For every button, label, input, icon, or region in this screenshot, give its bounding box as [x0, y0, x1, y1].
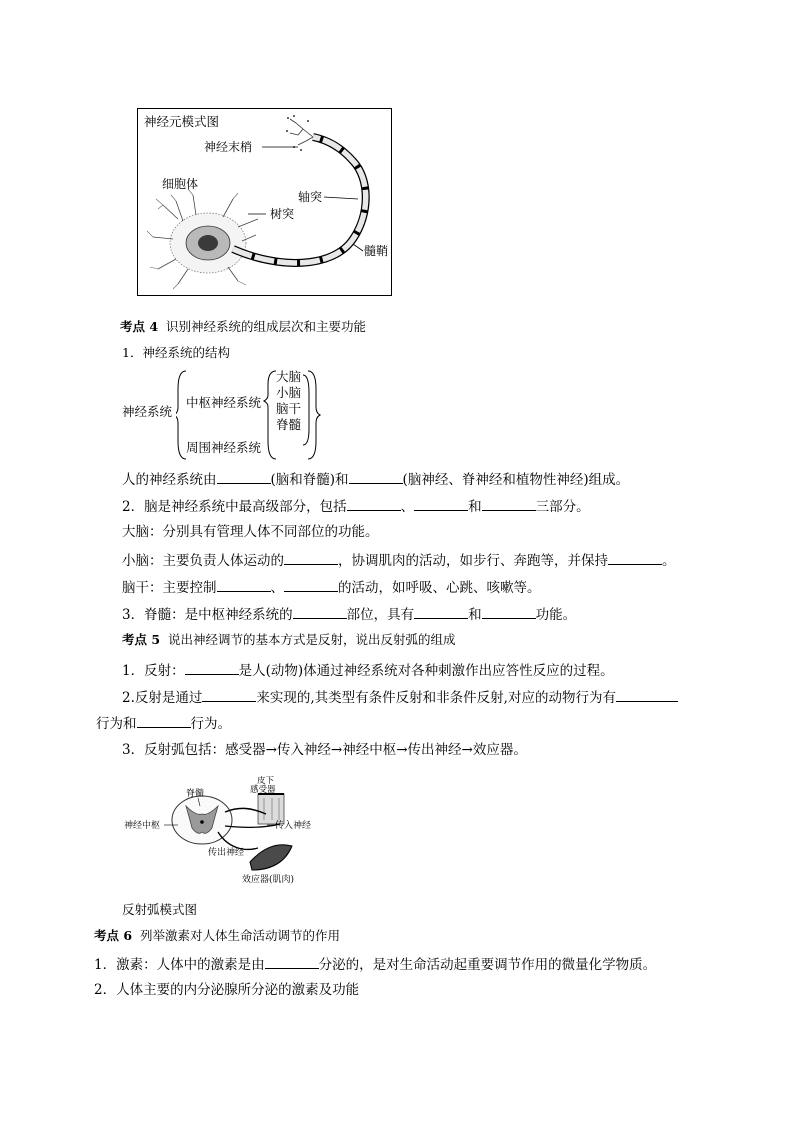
reflex-arc-diagram — [120, 776, 340, 886]
brainstem-line: 脑干：主要控制 、 的活动，如呼吸、心跳、咳嗽等。 — [122, 577, 541, 597]
section4-item1: 1．神经系统的结构 — [122, 345, 230, 360]
label-efferent: 传出神经 — [208, 848, 245, 858]
spinal-cord-shape — [172, 796, 232, 844]
answer-blank — [284, 577, 338, 592]
label-skin-receptor: 皮下 — [257, 776, 275, 786]
answer-blank — [217, 469, 271, 484]
reflex-type-line: 2.反射是通过 来实现的,其类型有条件反射和非条件反射,对应的动物行为有 — [122, 687, 678, 707]
axon-shape — [233, 115, 366, 263]
reflex-arc-line: 3．反射弧包括：感受器→传入神经→神经中枢→传出神经→效应器。 — [122, 742, 527, 758]
label-skin-receptor: 感受器 — [250, 785, 276, 795]
answer-blank — [608, 550, 662, 565]
label-nerve-ending: 神经末梢 — [204, 140, 253, 154]
tree-brain-part: 小脑 — [276, 385, 302, 400]
neuron-figure-title: 神经元模式图 — [144, 114, 220, 129]
skin-receptor-shape — [258, 794, 284, 824]
section4-heading: 考点 4 识别神经系统的组成层次和主要功能 — [120, 319, 367, 334]
reflex-definition: 1．反射： 是人(动物)体通过神经系统对各种刺激作出应答性反应的过程。 — [122, 660, 614, 680]
section6-heading: 考点 6 列举激素对人体生命活动调节的作用 — [94, 928, 341, 943]
label-myelin: 髓鞘 — [364, 244, 389, 258]
answer-blank — [202, 687, 256, 702]
label-spinal-cord: 脊髓 — [186, 789, 205, 799]
answer-blank — [482, 496, 536, 511]
composition-line: 人的神经系统由 (脑和脊髓)和 (脑神经、脊神经和植物性神经)组成。 — [122, 469, 629, 489]
section5-heading: 考点 5 说出神经调节的基本方式是反射，说出反射弧的组成 — [122, 632, 456, 647]
answer-blank — [482, 604, 536, 619]
label-dendrite: 树突 — [270, 207, 295, 221]
answer-blank — [137, 713, 191, 728]
tree-brain-part: 脑干 — [276, 401, 302, 416]
answer-blank — [349, 469, 403, 484]
section4-item2: 2．脑是神经系统中最高级部分，包括 、 和 三部分。 — [122, 496, 590, 516]
cell-body-shape — [147, 189, 258, 289]
reflex-type-line-cont: 行为和 行为。 — [96, 713, 231, 733]
tree-brain-part: 脊髓 — [276, 417, 302, 432]
endocrine-glands-line: 2．人体主要的内分泌腺所分泌的激素及功能 — [94, 982, 360, 998]
cerebellum-line: 小脑：主要负责人体运动的 ，协调肌肉的活动，如步行、奔跑等，并保持 。 — [122, 550, 676, 570]
answer-blank — [293, 604, 347, 619]
spinal-cord-line: 3．脊髓：是中枢神经系统的 部位，具有 和 功能。 — [122, 604, 576, 624]
label-cell-body: 细胞体 — [162, 177, 199, 191]
answer-blank — [284, 550, 338, 565]
neuron-illustration — [138, 109, 392, 296]
answer-blank — [217, 577, 271, 592]
tree-brain-part: 大脑 — [276, 369, 302, 384]
answer-blank — [414, 604, 468, 619]
reflex-figure-caption: 反射弧模式图 — [122, 902, 198, 917]
tree-central: 中枢神经系统 — [186, 395, 262, 410]
answer-blank — [414, 496, 468, 511]
answer-blank — [265, 954, 319, 969]
neuron-diagram — [137, 108, 392, 296]
label-nerve-center: 神经中枢 — [124, 821, 161, 831]
answer-blank — [347, 496, 401, 511]
label-afferent: 传入神经 — [275, 821, 312, 831]
tree-root: 神经系统 — [122, 404, 173, 419]
label-effector: 效应器(肌肉) — [242, 875, 295, 885]
label-axon: 轴突 — [298, 190, 323, 204]
cerebrum-line: 大脑：分别具有管理人体不同部位的功能。 — [122, 524, 379, 540]
tree-peripheral: 周围神经系统 — [186, 440, 262, 455]
hormone-definition: 1．激素：人体中的激素是由 分泌的，是对生命活动起重要调节作用的微量化学物质。 — [94, 954, 656, 974]
answer-blank — [185, 660, 239, 675]
answer-blank — [616, 687, 678, 702]
